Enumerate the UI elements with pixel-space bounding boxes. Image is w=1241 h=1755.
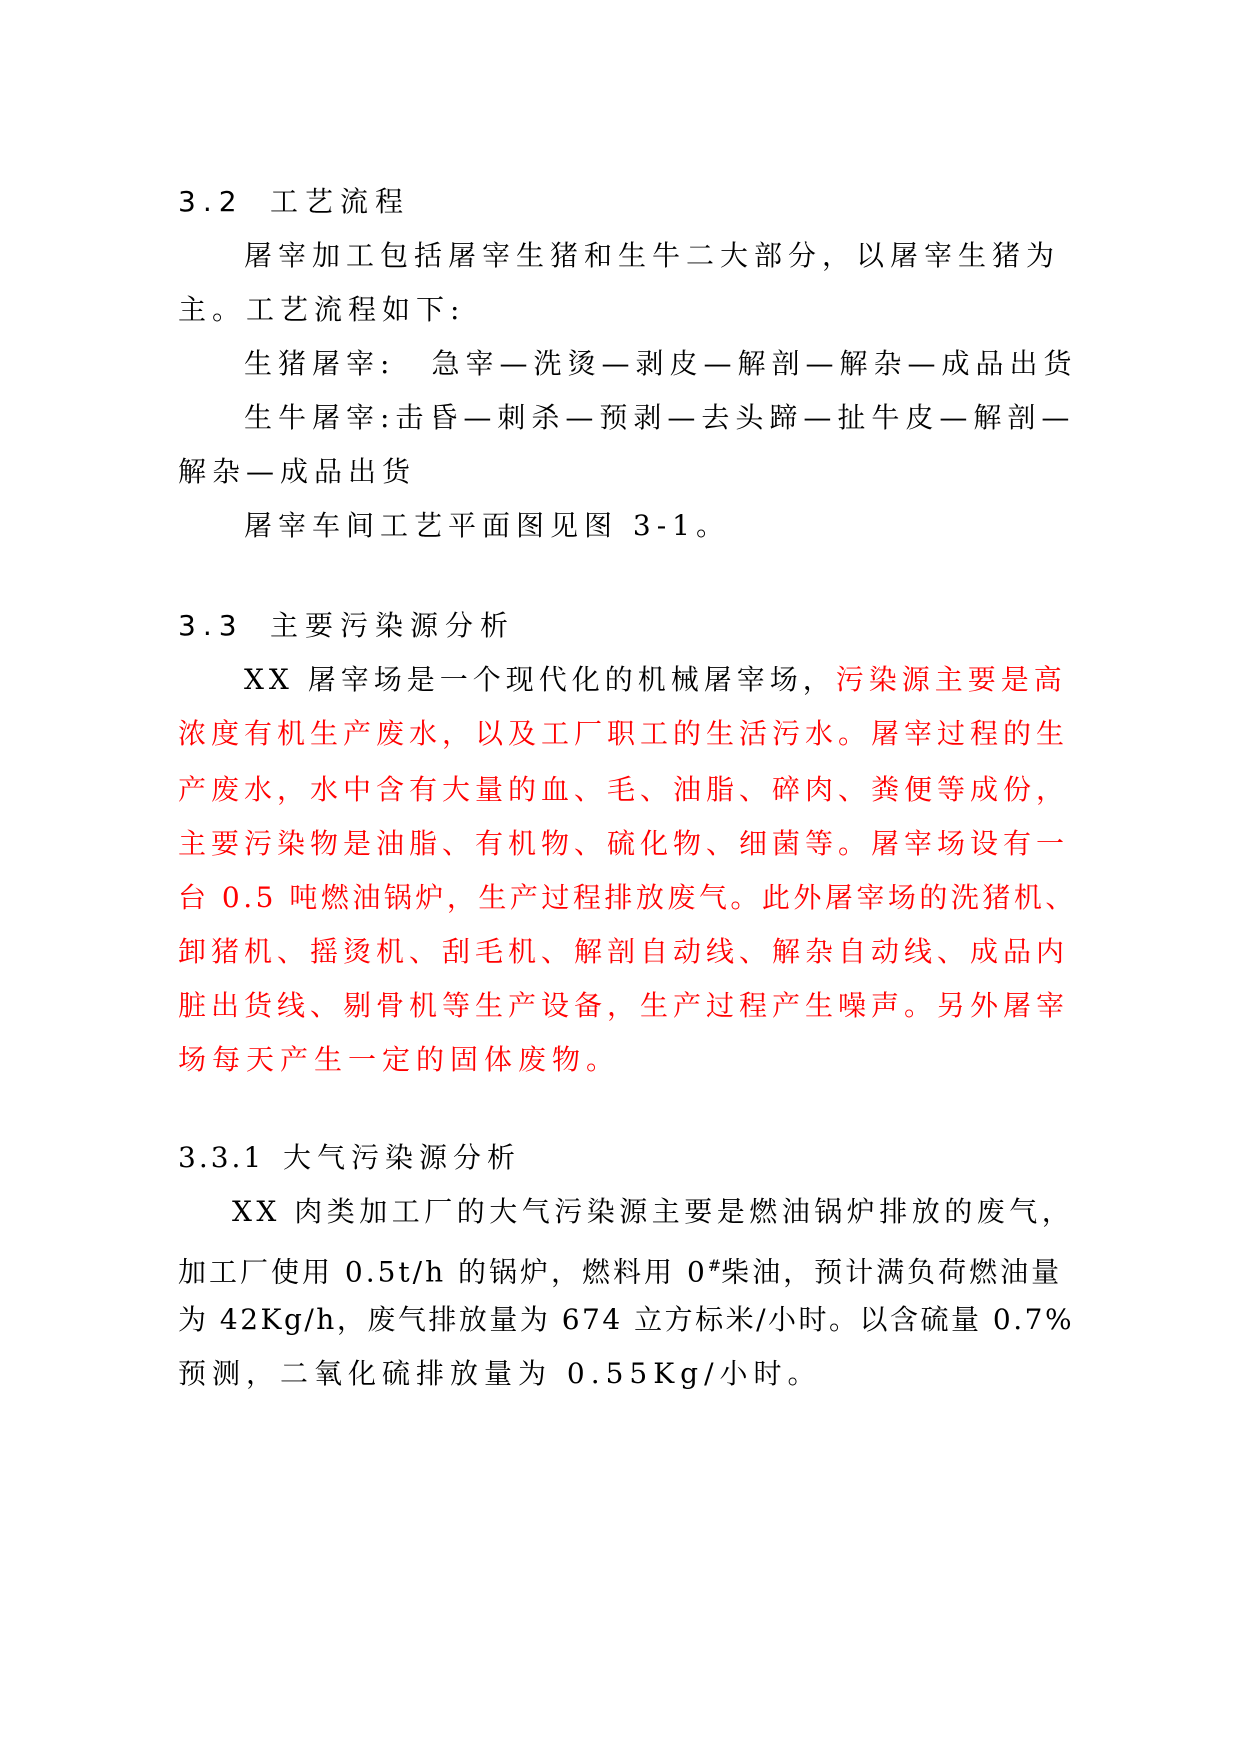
paragraph-text: 加工厂使用 0.5t/h 的锅炉，燃料用 0: [178, 1255, 708, 1289]
highlighted-line: 主要污染物是油脂、有机物、硫化物、细菌等。屠宰场设有一: [178, 827, 1070, 860]
pig-process-label: 生猪屠宰:: [244, 347, 396, 380]
highlighted-line: 台 0.5 吨燃油锅炉，生产过程排放废气。此外屠宰场的洗猪机、: [178, 881, 1077, 914]
paragraph-line: 屠宰加工包括屠宰生猪和生牛二大部分，以屠宰生猪为: [244, 239, 1061, 272]
cattle-process-line: 解杂—成品出货: [178, 455, 417, 488]
pig-process-line: [244, 344, 1078, 384]
highlighted-line: 产废水，水中含有大量的血、毛、油脂、碎肉、粪便等成份，: [178, 773, 1070, 806]
heading-3-3: [178, 606, 1078, 646]
section-number: 3.3.1: [178, 1141, 265, 1174]
section-title: 工艺流程: [270, 185, 411, 218]
highlighted-line: 场每天产生一定的固体废物。: [178, 1043, 621, 1076]
paragraph-line: 为 42Kg/h，废气排放量为 674 立方标米/小时。以含硫量 0.7%: [178, 1303, 1075, 1336]
section-title: 主要污染源分析: [270, 609, 516, 642]
highlighted-line: 脏出货线、剔骨机等生产设备，生产过程产生噪声。另外屠宰: [178, 989, 1070, 1022]
highlighted-text: 污染源主要是高: [835, 663, 1067, 696]
figure-reference: 屠宰车间工艺平面图见图 3-1。: [244, 509, 730, 542]
superscript: #: [707, 1256, 722, 1275]
highlighted-line: 浓度有机生产废水，以及工厂职工的生活污水。屠宰过程的生: [178, 717, 1070, 750]
highlighted-line: 卸猪机、摇烫机、刮毛机、解剖自动线、解杂自动线、成品内: [178, 935, 1070, 968]
cattle-process-line: 生牛屠宰:击昏—刺杀—预剥—去头蹄—扯牛皮—解剖—: [244, 401, 1076, 434]
pig-process-flow: 急宰—洗烫—剥皮—解剖—解杂—成品出货: [431, 347, 1078, 380]
paragraph-line: [244, 660, 1078, 700]
paragraph-text: 柴油，预计满负荷燃油量: [721, 1255, 1063, 1289]
paragraph-line: 预测，二氧化硫排放量为 0.55Kg/小时。: [178, 1357, 822, 1390]
section-title: 大气污染源分析: [283, 1141, 522, 1174]
paragraph-line: 主。工艺流程如下:: [178, 293, 466, 326]
paragraph-line: [178, 1246, 1078, 1292]
paragraph-text: XX 屠宰场是一个现代化的机械屠宰场，: [244, 663, 836, 696]
heading-3-2: [178, 182, 1078, 222]
paragraph-line: XX 肉类加工厂的大气污染源主要是燃油锅炉排放的废气，: [232, 1195, 1075, 1228]
heading-3-3-1: [178, 1138, 1078, 1178]
section-number: 3.3: [178, 609, 244, 642]
section-number: 3.2: [178, 185, 244, 218]
